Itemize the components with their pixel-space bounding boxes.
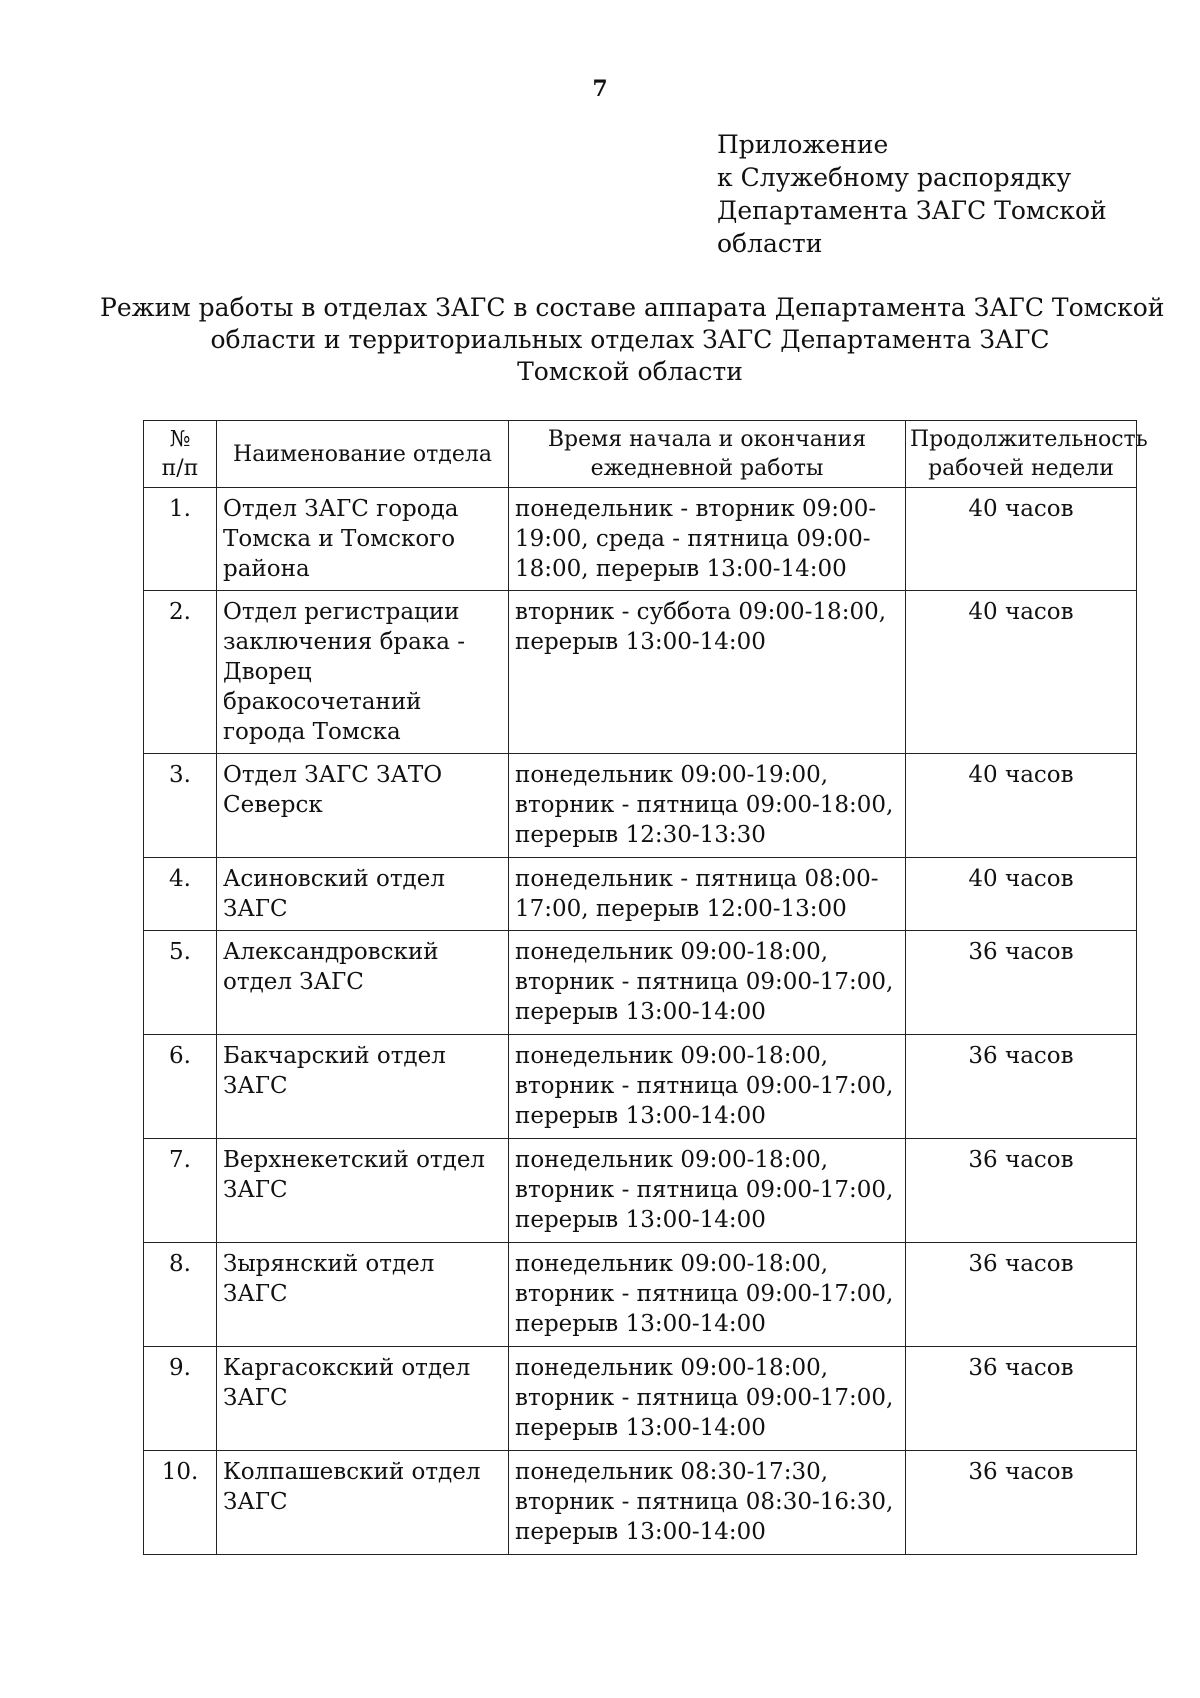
row-number: 9. — [144, 1347, 217, 1451]
table-row — [144, 1243, 1137, 1347]
row-number: 10. — [144, 1451, 217, 1555]
appendix-line: области — [717, 229, 823, 258]
row-number: 2. — [144, 591, 217, 754]
table-row — [144, 1451, 1137, 1555]
schedule-table — [143, 420, 1148, 1555]
row-number: 5. — [144, 931, 217, 1035]
table-row — [144, 931, 1137, 1035]
header-num — [144, 421, 217, 488]
department-name: Зырянский отдел ЗАГС — [217, 1243, 509, 1347]
row-number: 7. — [144, 1139, 217, 1243]
table-row — [144, 858, 1137, 931]
working-hours: понедельник - вторник 09:00-19:00, среда - пятница 09:00-18:00, перерыв 13:00-14:00 — [509, 488, 906, 591]
table-row — [144, 1347, 1137, 1451]
weekly-duration: 40 часов — [906, 754, 1137, 858]
department-name: Колпашевский отдел ЗАГС — [217, 1451, 509, 1555]
title-line: Томской области — [517, 357, 743, 386]
department-name: Верхнекетский отдел ЗАГС — [217, 1139, 509, 1243]
department-name: Асиновский отдел ЗАГС — [217, 858, 509, 931]
department-name: Отдел ЗАГС ЗАТО Северск — [217, 754, 509, 858]
working-hours: понедельник 09:00-18:00, вторник - пятница 09:00-17:00, перерыв 13:00-14:00 — [509, 1035, 906, 1139]
row-number: 1. — [144, 488, 217, 591]
weekly-duration: 36 часов — [906, 1035, 1137, 1139]
weekly-duration: 40 часов — [906, 591, 1137, 754]
title-line: Режим работы в отделах ЗАГС в составе аппарата Департамента ЗАГС Томской — [100, 293, 1165, 322]
department-name: Отдел регистрации заключения брака - Дворец бракосочетаний города Томска — [217, 591, 509, 754]
table-header-row — [144, 421, 1137, 488]
table-row — [144, 754, 1137, 858]
weekly-duration: 40 часов — [906, 858, 1137, 931]
schedule-body — [144, 488, 1137, 1555]
working-hours: понедельник - пятница 08:00-17:00, перерыв 12:00-13:00 — [509, 858, 906, 931]
title-line: области и территориальных отделах ЗАГС Департамента ЗАГС — [210, 325, 1050, 354]
table-row — [144, 1139, 1137, 1243]
weekly-duration: 36 часов — [906, 931, 1137, 1035]
row-number: 6. — [144, 1035, 217, 1139]
header-name: Наименование отдела — [217, 421, 509, 488]
page-number: 7 — [592, 76, 608, 102]
weekly-duration: 40 часов — [906, 488, 1137, 591]
table-row — [144, 488, 1137, 591]
department-name: Александровский отдел ЗАГС — [217, 931, 509, 1035]
working-hours: вторник - суббота 09:00-18:00, перерыв 13:00-14:00 — [509, 591, 906, 754]
header-hours: Продолжительность рабочей недели — [906, 421, 1137, 488]
appendix-line: Департамента ЗАГС Томской — [717, 196, 1107, 225]
weekly-duration: 36 часов — [906, 1139, 1137, 1243]
header-num-symbol: № — [169, 427, 191, 452]
appendix-line: Приложение — [717, 130, 889, 159]
header-time: Время начала и окончания ежедневной работы — [509, 421, 906, 488]
department-name: Отдел ЗАГС города Томска и Томского района — [217, 488, 509, 591]
weekly-duration: 36 часов — [906, 1243, 1137, 1347]
working-hours: понедельник 08:30-17:30, вторник - пятница 08:30-16:30, перерыв 13:00-14:00 — [509, 1451, 906, 1555]
weekly-duration: 36 часов — [906, 1347, 1137, 1451]
working-hours: понедельник 09:00-18:00, вторник - пятница 09:00-17:00, перерыв 13:00-14:00 — [509, 1347, 906, 1451]
department-name: Каргасокский отдел ЗАГС — [217, 1347, 509, 1451]
working-hours: понедельник 09:00-19:00, вторник - пятница 09:00-18:00, перерыв 12:30-13:30 — [509, 754, 906, 858]
header-num-abbr: п/п — [161, 456, 199, 481]
row-number: 4. — [144, 858, 217, 931]
working-hours: понедельник 09:00-18:00, вторник - пятница 09:00-17:00, перерыв 13:00-14:00 — [509, 931, 906, 1035]
row-number: 3. — [144, 754, 217, 858]
appendix-line: к Служебному распорядку — [717, 163, 1072, 192]
weekly-duration: 36 часов — [906, 1451, 1137, 1555]
document-title — [100, 292, 1165, 388]
department-name: Бакчарский отдел ЗАГС — [217, 1035, 509, 1139]
table-row — [144, 591, 1137, 754]
table-row — [144, 1035, 1137, 1139]
working-hours: понедельник 09:00-18:00, вторник - пятница 09:00-17:00, перерыв 13:00-14:00 — [509, 1243, 906, 1347]
working-hours: понедельник 09:00-18:00, вторник - пятница 09:00-17:00, перерыв 13:00-14:00 — [509, 1139, 906, 1243]
row-number: 8. — [144, 1243, 217, 1347]
appendix-block — [717, 128, 1177, 260]
